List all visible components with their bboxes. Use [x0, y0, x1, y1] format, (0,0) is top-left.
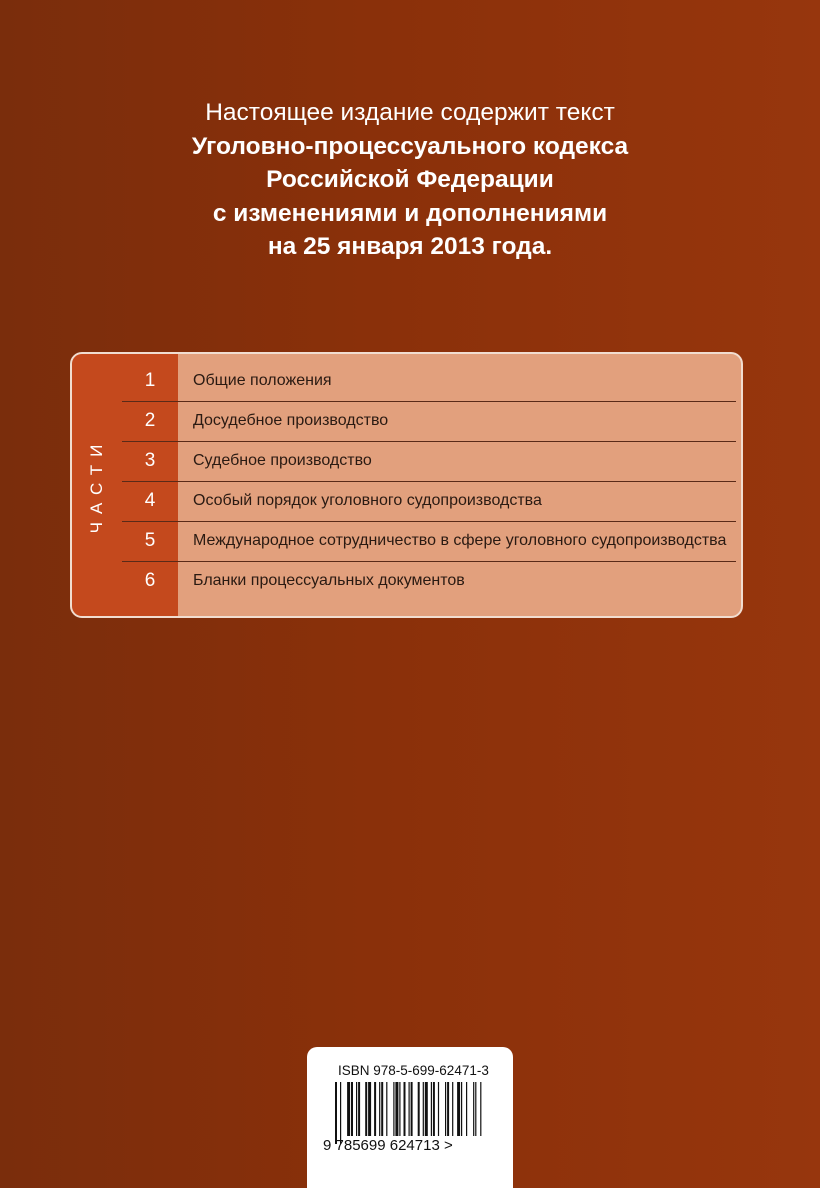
barcode-bar — [393, 1082, 394, 1136]
part-number: 2 — [144, 410, 156, 431]
barcode-bar — [335, 1082, 337, 1144]
part-number: 3 — [144, 450, 156, 471]
barcode-bar — [425, 1082, 428, 1136]
barcode-bar — [418, 1082, 420, 1136]
barcode-bar — [466, 1082, 467, 1136]
part-title: Международное сотрудничество в сфере уголовного судопроизводства — [193, 532, 727, 549]
barcode-bar — [473, 1082, 474, 1136]
part-title: Общие положения — [193, 372, 332, 389]
barcode-bar — [480, 1082, 481, 1136]
parts-label: ЧАСТИ — [87, 436, 106, 534]
intro-line-5: на 25 января 2013 года. — [267, 233, 553, 260]
barcode-bar — [374, 1082, 376, 1136]
barcode-bar — [358, 1082, 360, 1136]
barcode-bar — [457, 1082, 460, 1136]
barcode-bar — [411, 1082, 413, 1136]
part-row — [122, 482, 736, 522]
part-row — [122, 562, 736, 602]
part-number: 5 — [144, 530, 156, 551]
barcode-bar — [423, 1082, 424, 1136]
intro-line-3: Российской Федерации — [266, 166, 554, 193]
barcode-bar — [409, 1082, 410, 1136]
barcode-bar — [461, 1082, 462, 1136]
barcode-bar — [395, 1082, 398, 1136]
part-number: 4 — [144, 490, 156, 511]
barcode-bar — [438, 1082, 439, 1136]
barcode-bar — [347, 1082, 350, 1136]
part-number: 6 — [144, 570, 156, 591]
parts-label-column — [72, 354, 122, 616]
barcode-digits: 9 785699 624713 > — [323, 1137, 453, 1154]
barcode-bar — [356, 1082, 357, 1136]
barcode-bar — [399, 1082, 400, 1136]
intro-line-2: Уголовно-процессуального кодекса — [191, 132, 629, 160]
barcode-bar — [404, 1082, 406, 1136]
barcode-bar — [452, 1082, 453, 1136]
isbn-text: ISBN 978-5-699-62471-3 — [338, 1063, 489, 1078]
barcode-bar — [381, 1082, 383, 1136]
barcode-bar — [365, 1082, 367, 1136]
parts-table — [70, 352, 743, 618]
part-title: Особый порядок уголовного судопроизводства — [193, 492, 542, 509]
barcode-bar — [431, 1082, 432, 1136]
intro-line-4: с изменениями и дополнениями — [212, 199, 608, 227]
edition-description — [0, 96, 820, 264]
barcode-bar — [351, 1082, 353, 1136]
barcode-bar — [447, 1082, 449, 1136]
isbn-barcode-panel — [307, 1047, 513, 1188]
part-number: 1 — [144, 370, 156, 391]
barcode-bar — [386, 1082, 387, 1136]
barcode-bar — [340, 1082, 341, 1144]
part-row — [122, 402, 736, 442]
part-row — [122, 522, 736, 562]
part-title: Судебное производство — [193, 452, 372, 469]
barcode-bar — [379, 1082, 380, 1136]
barcode-bar — [433, 1082, 435, 1136]
part-title: Бланки процессуальных документов — [193, 572, 465, 589]
part-row — [122, 362, 736, 402]
barcode-bar — [368, 1082, 371, 1136]
part-title: Досудебное производство — [193, 412, 389, 429]
barcode-bar — [475, 1082, 476, 1136]
intro-line-1: Настоящее издание содержит текст — [205, 99, 615, 126]
barcode-bar — [445, 1082, 446, 1136]
part-row — [122, 442, 736, 482]
